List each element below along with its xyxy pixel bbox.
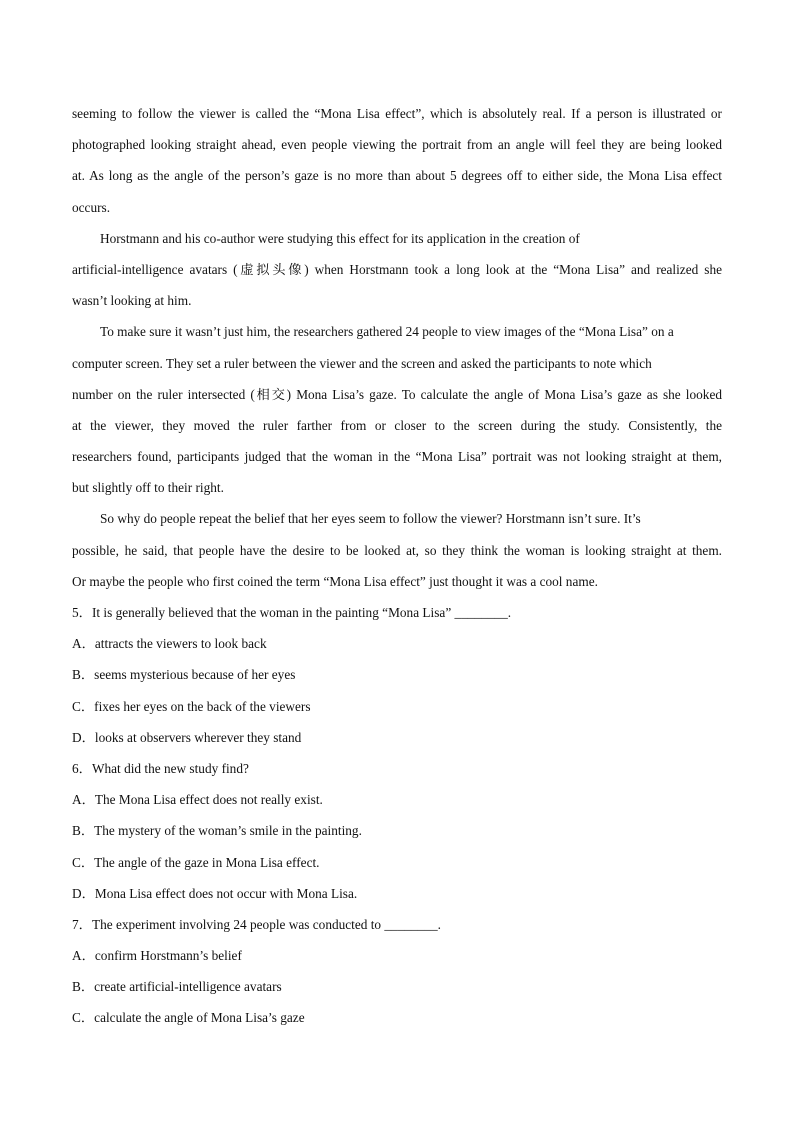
- question-7: [72, 909, 722, 1034]
- text-line: at. As long as the angle of the person’s gaze is no more than about 5 degrees off to either side, the Mona Lisa effect: [72, 168, 722, 184]
- answer-option-d[interactable]: D．Mona Lisa effect does not occur with Mona Lisa.: [72, 885, 358, 901]
- paragraph-1: [72, 98, 722, 223]
- paragraph-2: [72, 223, 722, 317]
- text-line: photographed looking straight ahead, even people viewing the portrait from an angle will feel they are being looked: [72, 137, 722, 153]
- text-line: So why do people repeat the belief that her eyes seem to follow the viewer? Horstmann isn’t sure. It’s: [100, 511, 641, 527]
- paragraph-3: [72, 316, 722, 503]
- text-line: number on the ruler intersected (相交) Mona Lisa’s gaze. To calculate the angle of Mona Lisa’s gaze as she looked: [72, 386, 722, 402]
- document-content: [72, 98, 722, 1034]
- text-line: but slightly off to their right.: [72, 480, 224, 496]
- question-5: [72, 597, 722, 753]
- answer-option-b[interactable]: B．seems mysterious because of her eyes: [72, 667, 296, 683]
- answer-option-a[interactable]: A．attracts the viewers to look back: [72, 636, 267, 652]
- answer-option-b[interactable]: B．create artificial-intelligence avatars: [72, 979, 282, 995]
- text-line: To make sure it wasn’t just him, the researchers gathered 24 people to view images of the “Mona Lisa” on a: [100, 324, 674, 340]
- answer-option-b[interactable]: B．The mystery of the woman’s smile in the painting.: [72, 823, 362, 839]
- text-line: possible, he said, that people have the desire to be looked at, so they think the woman is looking straight at them.: [72, 542, 722, 558]
- answer-option-c[interactable]: C．The angle of the gaze in Mona Lisa effect.: [72, 854, 320, 870]
- text-line: Horstmann and his co-author were studying this effect for its application in the creation of: [100, 230, 580, 246]
- text-line: seeming to follow the viewer is called the “Mona Lisa effect”, which is absolutely real. If a person is illustrated or: [72, 106, 722, 121]
- text-line: artificial-intelligence avatars (虚拟头像) when Horstmann took a long look at the “Mona Lisa” and realized she: [72, 261, 722, 277]
- text-line: computer screen. They set a ruler between the viewer and the screen and asked the participants to note which: [72, 355, 652, 371]
- paragraph-4: [72, 503, 722, 597]
- answer-option-a[interactable]: A．confirm Horstmann’s belief: [72, 948, 242, 964]
- question-stem: 7．The experiment involving 24 people was conducted to ________.: [72, 916, 441, 932]
- text-line: at the viewer, they moved the ruler farther from or closer to the screen during the study. Consistently, the: [72, 417, 722, 433]
- question-6: [72, 753, 722, 909]
- question-stem: 6．What did the new study find?: [72, 760, 249, 776]
- answer-option-d[interactable]: D．looks at observers wherever they stand: [72, 729, 302, 745]
- question-stem: 5．It is generally believed that the woman in the painting “Mona Lisa” ________.: [72, 605, 512, 620]
- text-line: wasn’t looking at him.: [72, 293, 192, 309]
- text-line: occurs.: [72, 199, 111, 215]
- answer-option-c[interactable]: C．calculate the angle of Mona Lisa’s gaze: [72, 1010, 305, 1026]
- answer-option-c[interactable]: C．fixes her eyes on the back of the viewers: [72, 698, 311, 714]
- text-line: Or maybe the people who first coined the term “Mona Lisa effect” just thought it was a cool name.: [72, 573, 598, 589]
- text-line: researchers found, participants judged that the woman in the “Mona Lisa” portrait was not looking straight at them,: [72, 449, 722, 465]
- answer-option-a[interactable]: A．The Mona Lisa effect does not really exist.: [72, 792, 323, 808]
